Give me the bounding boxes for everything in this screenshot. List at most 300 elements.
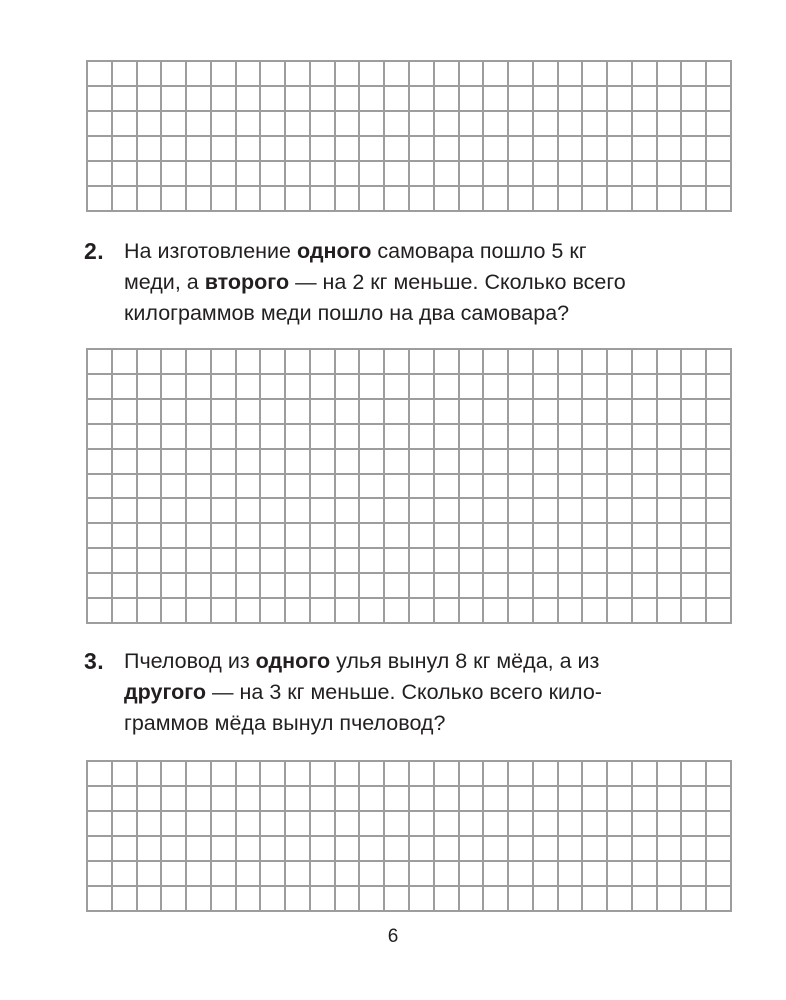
grid-cell[interactable] [261, 62, 286, 87]
grid-cell[interactable] [460, 499, 485, 524]
grid-cell[interactable] [187, 425, 212, 450]
grid-cell[interactable] [385, 187, 410, 212]
grid-cell[interactable] [435, 787, 460, 812]
grid-cell[interactable] [88, 112, 113, 137]
grid-cell[interactable] [212, 549, 237, 574]
grid-cell[interactable] [484, 762, 509, 787]
grid-cell[interactable] [583, 425, 608, 450]
grid-cell[interactable] [608, 812, 633, 837]
grid-cell[interactable] [261, 137, 286, 162]
grid-cell[interactable] [460, 837, 485, 862]
grid-cell[interactable] [261, 425, 286, 450]
grid-cell[interactable] [138, 425, 163, 450]
grid-cell[interactable] [187, 762, 212, 787]
grid-cell[interactable] [534, 837, 559, 862]
grid-cell[interactable] [484, 137, 509, 162]
grid-cell[interactable] [583, 887, 608, 912]
grid-cell[interactable] [88, 187, 113, 212]
grid-cell[interactable] [534, 400, 559, 425]
grid-cell[interactable] [707, 524, 732, 549]
grid-cell[interactable] [385, 400, 410, 425]
grid-cell[interactable] [187, 524, 212, 549]
grid-cell[interactable] [385, 524, 410, 549]
grid-cell[interactable] [608, 425, 633, 450]
grid-cell[interactable] [385, 549, 410, 574]
grid-cell[interactable] [682, 400, 707, 425]
grid-cell[interactable] [311, 599, 336, 624]
grid-cell[interactable] [583, 812, 608, 837]
grid-cell[interactable] [410, 475, 435, 500]
grid-cell[interactable] [311, 787, 336, 812]
grid-cell[interactable] [212, 599, 237, 624]
grid-cell[interactable] [509, 162, 534, 187]
grid-cell[interactable] [261, 599, 286, 624]
grid-cell[interactable] [658, 112, 683, 137]
grid-cell[interactable] [286, 524, 311, 549]
grid-cell[interactable] [237, 887, 262, 912]
grid-cell[interactable] [435, 499, 460, 524]
grid-cell[interactable] [435, 400, 460, 425]
grid-cell[interactable] [460, 862, 485, 887]
grid-cell[interactable] [261, 350, 286, 375]
grid-cell[interactable] [162, 162, 187, 187]
grid-cell[interactable] [534, 862, 559, 887]
grid-cell[interactable] [138, 499, 163, 524]
grid-cell[interactable] [261, 762, 286, 787]
grid-cell[interactable] [633, 787, 658, 812]
grid-cell[interactable] [311, 62, 336, 87]
grid-cell[interactable] [286, 574, 311, 599]
grid-cell[interactable] [138, 887, 163, 912]
grid-cell[interactable] [633, 599, 658, 624]
grid-cell[interactable] [261, 400, 286, 425]
grid-cell[interactable] [534, 187, 559, 212]
grid-cell[interactable] [88, 812, 113, 837]
grid-cell[interactable] [286, 137, 311, 162]
grid-cell[interactable] [187, 187, 212, 212]
grid-cell[interactable] [385, 862, 410, 887]
grid-cell[interactable] [212, 425, 237, 450]
grid-cell[interactable] [583, 524, 608, 549]
grid-cell[interactable] [187, 887, 212, 912]
grid-cell[interactable] [237, 350, 262, 375]
grid-cell[interactable] [707, 475, 732, 500]
grid-cell[interactable] [162, 574, 187, 599]
grid-cell[interactable] [237, 450, 262, 475]
grid-cell[interactable] [113, 524, 138, 549]
grid-cell[interactable] [187, 350, 212, 375]
grid-cell[interactable] [534, 887, 559, 912]
grid-cell[interactable] [385, 837, 410, 862]
grid-cell[interactable] [162, 524, 187, 549]
grid-cell[interactable] [138, 524, 163, 549]
grid-cell[interactable] [484, 475, 509, 500]
grid-cell[interactable] [360, 450, 385, 475]
grid-cell[interactable] [509, 862, 534, 887]
grid-cell[interactable] [633, 400, 658, 425]
grid-cell[interactable] [509, 787, 534, 812]
grid-cell[interactable] [286, 762, 311, 787]
grid-cell[interactable] [311, 837, 336, 862]
grid-cell[interactable] [559, 62, 584, 87]
grid-cell[interactable] [261, 187, 286, 212]
grid-cell[interactable] [410, 549, 435, 574]
grid-cell[interactable] [682, 162, 707, 187]
grid-cell[interactable] [212, 112, 237, 137]
grid-cell[interactable] [633, 137, 658, 162]
grid-cell[interactable] [162, 837, 187, 862]
grid-cell[interactable] [187, 375, 212, 400]
grid-cell[interactable] [410, 574, 435, 599]
grid-cell[interactable] [360, 475, 385, 500]
grid-cell[interactable] [360, 524, 385, 549]
grid-cell[interactable] [187, 499, 212, 524]
grid-cell[interactable] [138, 812, 163, 837]
grid-cell[interactable] [162, 762, 187, 787]
grid-cell[interactable] [410, 787, 435, 812]
grid-cell[interactable] [460, 599, 485, 624]
grid-cell[interactable] [608, 162, 633, 187]
grid-cell[interactable] [707, 187, 732, 212]
grid-cell[interactable] [360, 499, 385, 524]
grid-cell[interactable] [583, 549, 608, 574]
grid-cell[interactable] [138, 837, 163, 862]
grid-cell[interactable] [583, 762, 608, 787]
grid-cell[interactable] [113, 375, 138, 400]
grid-cell[interactable] [509, 350, 534, 375]
grid-cell[interactable] [633, 87, 658, 112]
grid-cell[interactable] [534, 425, 559, 450]
grid-cell[interactable] [88, 837, 113, 862]
grid-cell[interactable] [360, 425, 385, 450]
grid-cell[interactable] [460, 812, 485, 837]
grid-cell[interactable] [385, 762, 410, 787]
grid-cell[interactable] [509, 87, 534, 112]
grid-cell[interactable] [583, 62, 608, 87]
grid-cell[interactable] [212, 787, 237, 812]
grid-cell[interactable] [336, 87, 361, 112]
grid-cell[interactable] [435, 574, 460, 599]
grid-cell[interactable] [583, 137, 608, 162]
grid-cell[interactable] [460, 62, 485, 87]
grid-cell[interactable] [187, 812, 212, 837]
grid-cell[interactable] [658, 137, 683, 162]
grid-cell[interactable] [658, 425, 683, 450]
grid-cell[interactable] [237, 787, 262, 812]
grid-cell[interactable] [162, 549, 187, 574]
grid-cell[interactable] [237, 574, 262, 599]
grid-cell[interactable] [682, 137, 707, 162]
grid-cell[interactable] [707, 87, 732, 112]
grid-cell[interactable] [212, 574, 237, 599]
grid-cell[interactable] [336, 499, 361, 524]
grid-cell[interactable] [509, 475, 534, 500]
grid-cell[interactable] [88, 499, 113, 524]
grid-cell[interactable] [410, 425, 435, 450]
grid-cell[interactable] [212, 524, 237, 549]
grid-cell[interactable] [534, 599, 559, 624]
grid-cell[interactable] [311, 499, 336, 524]
grid-cell[interactable] [484, 862, 509, 887]
grid-cell[interactable] [311, 187, 336, 212]
grid-cell[interactable] [113, 187, 138, 212]
grid-cell[interactable] [410, 350, 435, 375]
grid-cell[interactable] [633, 425, 658, 450]
grid-cell[interactable] [360, 112, 385, 137]
grid-cell[interactable] [484, 787, 509, 812]
grid-cell[interactable] [286, 162, 311, 187]
grid-cell[interactable] [633, 350, 658, 375]
grid-cell[interactable] [311, 812, 336, 837]
grid-cell[interactable] [336, 887, 361, 912]
grid-cell[interactable] [410, 837, 435, 862]
grid-cell[interactable] [484, 574, 509, 599]
grid-cell[interactable] [608, 350, 633, 375]
grid-cell[interactable] [88, 425, 113, 450]
grid-cell[interactable] [360, 400, 385, 425]
grid-cell[interactable] [212, 162, 237, 187]
grid-cell[interactable] [237, 87, 262, 112]
grid-cell[interactable] [707, 549, 732, 574]
grid-cell[interactable] [261, 499, 286, 524]
grid-cell[interactable] [707, 762, 732, 787]
grid-cell[interactable] [608, 112, 633, 137]
grid-cell[interactable] [162, 350, 187, 375]
grid-cell[interactable] [336, 137, 361, 162]
grid-cell[interactable] [162, 887, 187, 912]
grid-cell[interactable] [509, 499, 534, 524]
grid-cell[interactable] [360, 812, 385, 837]
grid-cell[interactable] [460, 350, 485, 375]
grid-cell[interactable] [559, 549, 584, 574]
grid-cell[interactable] [534, 524, 559, 549]
grid-cell[interactable] [212, 762, 237, 787]
grid-cell[interactable] [583, 162, 608, 187]
grid-cell[interactable] [682, 762, 707, 787]
grid-cell[interactable] [360, 837, 385, 862]
grid-cell[interactable] [113, 400, 138, 425]
grid-cell[interactable] [633, 499, 658, 524]
grid-cell[interactable] [460, 187, 485, 212]
grid-cell[interactable] [162, 450, 187, 475]
grid-cell[interactable] [237, 162, 262, 187]
grid-cell[interactable] [286, 400, 311, 425]
grid-cell[interactable] [608, 375, 633, 400]
grid-cell[interactable] [162, 187, 187, 212]
grid-cell[interactable] [212, 499, 237, 524]
grid-cell[interactable] [360, 137, 385, 162]
grid-cell[interactable] [410, 599, 435, 624]
grid-cell[interactable] [534, 574, 559, 599]
grid-cell[interactable] [559, 350, 584, 375]
grid-cell[interactable] [360, 62, 385, 87]
grid-cell[interactable] [261, 549, 286, 574]
grid-cell[interactable] [583, 400, 608, 425]
grid-cell[interactable] [360, 187, 385, 212]
grid-cell[interactable] [336, 375, 361, 400]
grid-cell[interactable] [658, 350, 683, 375]
grid-cell[interactable] [385, 450, 410, 475]
grid-cell[interactable] [261, 862, 286, 887]
grid-cell[interactable] [286, 375, 311, 400]
grid-cell[interactable] [435, 762, 460, 787]
grid-cell[interactable] [682, 450, 707, 475]
grid-cell[interactable] [138, 862, 163, 887]
grid-cell[interactable] [237, 837, 262, 862]
grid-cell[interactable] [261, 112, 286, 137]
grid-cell[interactable] [138, 549, 163, 574]
grid-cell[interactable] [237, 375, 262, 400]
grid-cell[interactable] [385, 62, 410, 87]
grid-cell[interactable] [311, 762, 336, 787]
grid-cell[interactable] [460, 400, 485, 425]
grid-cell[interactable] [658, 887, 683, 912]
grid-cell[interactable] [385, 599, 410, 624]
grid-cell[interactable] [88, 87, 113, 112]
grid-cell[interactable] [633, 887, 658, 912]
grid-cell[interactable] [88, 62, 113, 87]
grid-cell[interactable] [484, 887, 509, 912]
grid-cell[interactable] [162, 812, 187, 837]
grid-cell[interactable] [336, 787, 361, 812]
grid-cell[interactable] [658, 549, 683, 574]
grid-cell[interactable] [559, 162, 584, 187]
grid-cell[interactable] [311, 112, 336, 137]
grid-cell[interactable] [286, 787, 311, 812]
grid-cell[interactable] [484, 62, 509, 87]
grid-cell[interactable] [311, 375, 336, 400]
grid-cell[interactable] [583, 87, 608, 112]
grid-cell[interactable] [385, 350, 410, 375]
grid-cell[interactable] [658, 787, 683, 812]
grid-cell[interactable] [88, 450, 113, 475]
grid-cell[interactable] [460, 87, 485, 112]
grid-cell[interactable] [658, 837, 683, 862]
grid-cell[interactable] [460, 112, 485, 137]
grid-cell[interactable] [707, 862, 732, 887]
grid-cell[interactable] [633, 862, 658, 887]
grid-cell[interactable] [261, 375, 286, 400]
grid-cell[interactable] [88, 599, 113, 624]
grid-cell[interactable] [509, 812, 534, 837]
grid-cell[interactable] [509, 524, 534, 549]
grid-cell[interactable] [410, 162, 435, 187]
grid-cell[interactable] [435, 112, 460, 137]
grid-cell[interactable] [583, 499, 608, 524]
grid-cell[interactable] [360, 375, 385, 400]
grid-cell[interactable] [608, 837, 633, 862]
grid-cell[interactable] [583, 574, 608, 599]
grid-cell[interactable] [633, 524, 658, 549]
grid-cell[interactable] [187, 599, 212, 624]
grid-cell[interactable] [559, 599, 584, 624]
grid-cell[interactable] [336, 162, 361, 187]
grid-cell[interactable] [484, 350, 509, 375]
grid-cell[interactable] [484, 812, 509, 837]
grid-cell[interactable] [212, 62, 237, 87]
grid-cell[interactable] [187, 87, 212, 112]
grid-cell[interactable] [534, 762, 559, 787]
grid-cell[interactable] [484, 87, 509, 112]
grid-cell[interactable] [484, 425, 509, 450]
grid-cell[interactable] [187, 862, 212, 887]
grid-cell[interactable] [410, 499, 435, 524]
grid-cell[interactable] [237, 499, 262, 524]
grid-cell[interactable] [286, 599, 311, 624]
grid-cell[interactable] [484, 599, 509, 624]
grid-cell[interactable] [682, 475, 707, 500]
grid-cell[interactable] [286, 837, 311, 862]
grid-cell[interactable] [435, 87, 460, 112]
grid-cell[interactable] [435, 599, 460, 624]
grid-cell[interactable] [261, 162, 286, 187]
grid-cell[interactable] [509, 549, 534, 574]
grid-cell[interactable] [212, 450, 237, 475]
grid-cell[interactable] [336, 425, 361, 450]
grid-cell[interactable] [633, 62, 658, 87]
grid-cell[interactable] [707, 425, 732, 450]
grid-cell[interactable] [707, 400, 732, 425]
grid-cell[interactable] [484, 499, 509, 524]
grid-cell[interactable] [682, 87, 707, 112]
grid-cell[interactable] [559, 524, 584, 549]
grid-cell[interactable] [658, 762, 683, 787]
grid-cell[interactable] [113, 350, 138, 375]
grid-cell[interactable] [237, 137, 262, 162]
grid-cell[interactable] [88, 787, 113, 812]
grid-cell[interactable] [410, 187, 435, 212]
grid-cell[interactable] [138, 137, 163, 162]
grid-cell[interactable] [707, 837, 732, 862]
grid-cell[interactable] [88, 162, 113, 187]
grid-cell[interactable] [212, 87, 237, 112]
grid-cell[interactable] [658, 400, 683, 425]
grid-cell[interactable] [162, 400, 187, 425]
grid-cell[interactable] [237, 475, 262, 500]
grid-cell[interactable] [435, 137, 460, 162]
grid-cell[interactable] [286, 812, 311, 837]
grid-cell[interactable] [162, 62, 187, 87]
grid-cell[interactable] [113, 425, 138, 450]
grid-cell[interactable] [336, 112, 361, 137]
grid-cell[interactable] [113, 499, 138, 524]
grid-cell[interactable] [633, 375, 658, 400]
grid-cell[interactable] [509, 187, 534, 212]
grid-cell[interactable] [707, 787, 732, 812]
grid-cell[interactable] [360, 887, 385, 912]
grid-cell[interactable] [410, 862, 435, 887]
grid-cell[interactable] [88, 887, 113, 912]
grid-cell[interactable] [385, 87, 410, 112]
grid-cell[interactable] [88, 762, 113, 787]
grid-cell[interactable] [583, 375, 608, 400]
grid-cell[interactable] [559, 187, 584, 212]
grid-cell[interactable] [385, 812, 410, 837]
grid-cell[interactable] [608, 599, 633, 624]
grid-cell[interactable] [336, 187, 361, 212]
grid-cell[interactable] [113, 762, 138, 787]
grid-cell[interactable] [385, 425, 410, 450]
grid-cell[interactable] [559, 450, 584, 475]
grid-cell[interactable] [88, 400, 113, 425]
grid-cell[interactable] [583, 112, 608, 137]
grid-cell[interactable] [559, 787, 584, 812]
grid-cell[interactable] [410, 450, 435, 475]
grid-cell[interactable] [534, 499, 559, 524]
grid-cell[interactable] [311, 450, 336, 475]
grid-cell[interactable] [583, 350, 608, 375]
grid-cell[interactable] [336, 524, 361, 549]
